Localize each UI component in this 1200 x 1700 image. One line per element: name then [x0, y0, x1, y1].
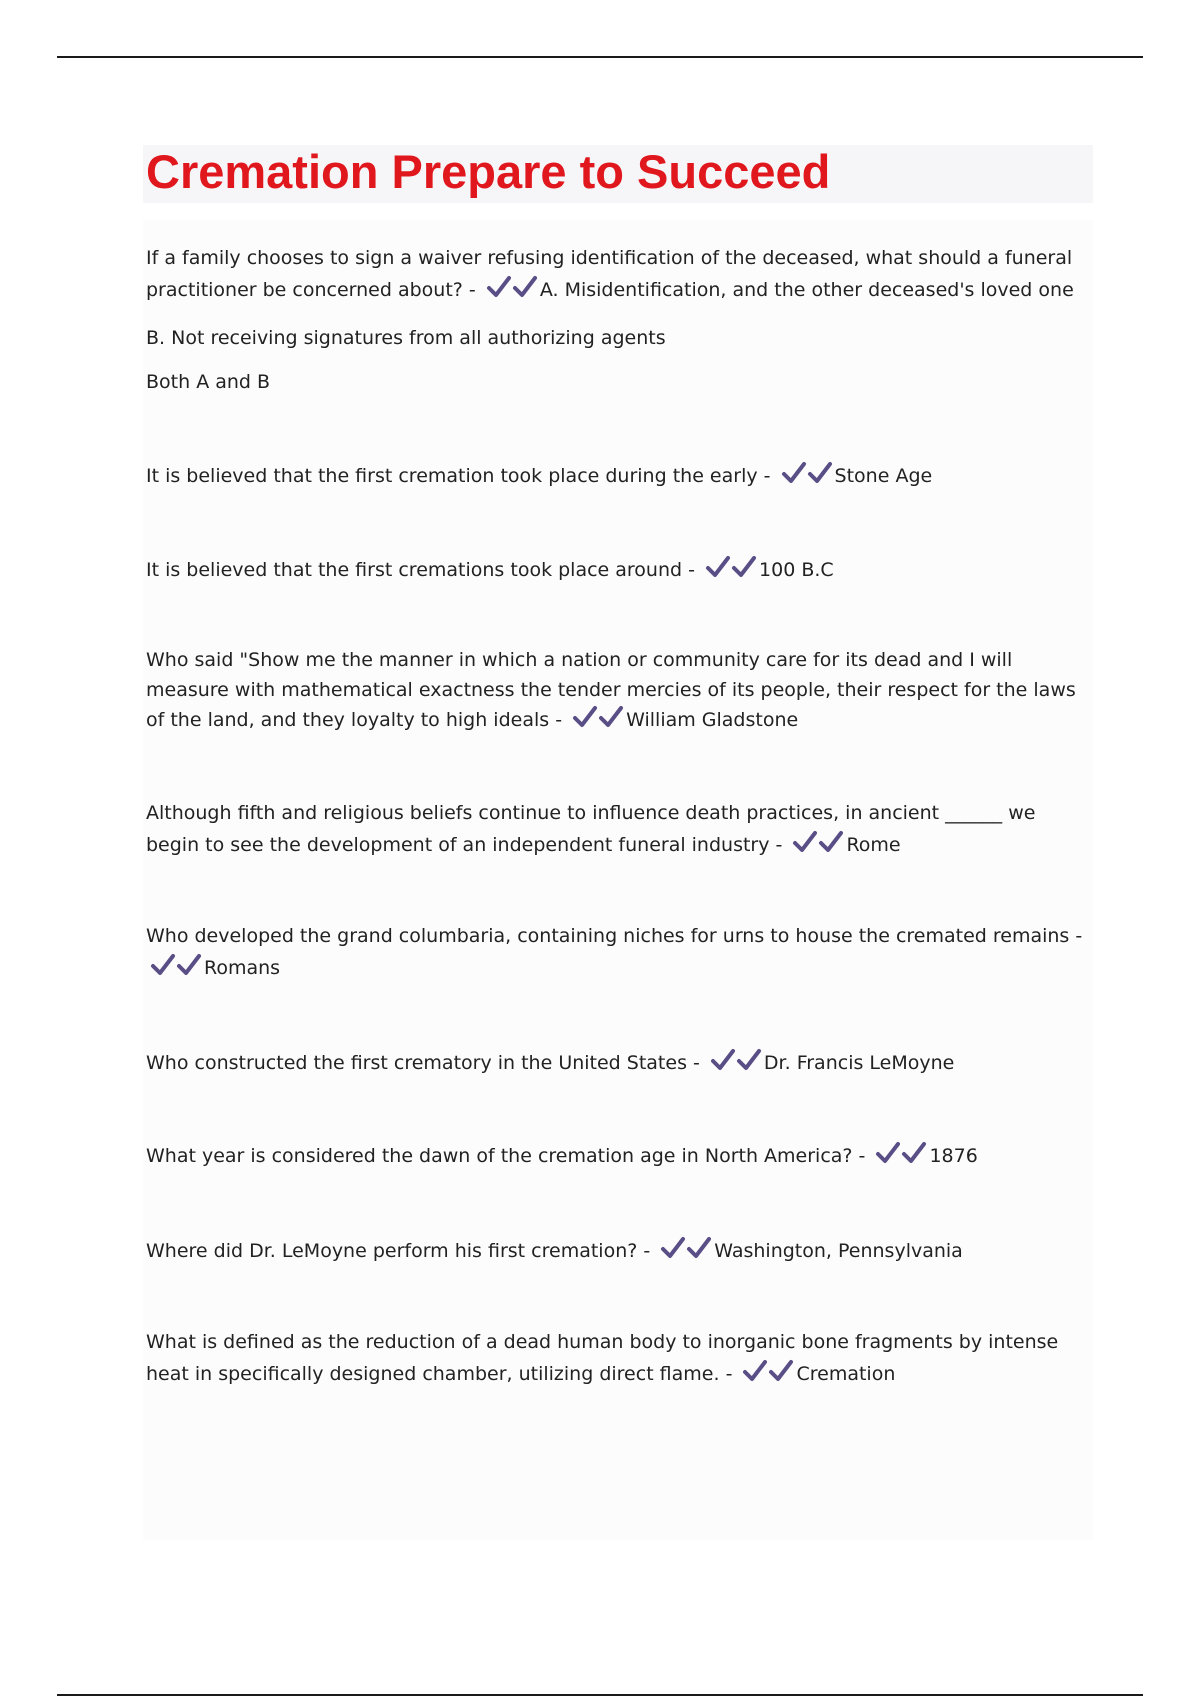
check-icon [572, 705, 598, 729]
answer-text: Romans [204, 957, 281, 979]
check-icon [710, 1048, 736, 1072]
check-icon [768, 1359, 794, 1383]
question-text: Where did Dr. LeMoyne perform his first cremation? - [146, 1240, 651, 1262]
check-icon [486, 275, 512, 299]
qa-item [146, 645, 1086, 738]
check-icon [781, 461, 807, 485]
qa-item [146, 1047, 1086, 1082]
qa-item [146, 797, 1086, 864]
answer-text: Stone Age [834, 465, 933, 487]
answer-text: 100 B.C [759, 559, 834, 581]
question-text: Although fifth and religious beliefs continue to influence death practices, in ancient ______ we begin to see the development of an independent funeral industry - [146, 802, 1036, 856]
question-text: What year is considered the dawn of the cremation age in North America? - [146, 1145, 866, 1167]
answer-marker [150, 953, 202, 987]
answer-text: Washington, Pennsylvania [714, 1240, 963, 1262]
check-icon [150, 953, 176, 977]
check-icon [705, 555, 731, 579]
answer-marker [486, 275, 538, 309]
answer-text: Dr. Francis LeMoyne [763, 1052, 955, 1074]
answer-option-both: Both A and B [146, 371, 271, 393]
question-text: Who developed the grand columbaria, containing niches for urns to house the cremated remains - [146, 925, 1083, 947]
question-text: It is believed that the first cremation took place during the early - [146, 465, 771, 487]
qa-item [146, 554, 1086, 589]
answer-marker [660, 1236, 712, 1270]
answer-marker [792, 830, 844, 864]
question-text: It is believed that the first cremations took place around - [146, 559, 695, 581]
answer-option-b: B. Not receiving signatures from all authorizing agents [146, 327, 666, 349]
qa-item [146, 1140, 1086, 1175]
answer-marker [705, 555, 757, 589]
check-icon [512, 275, 538, 299]
answer-marker [710, 1048, 762, 1082]
answer-text: A. Misidentification, and the other deceased's loved one [539, 279, 1074, 301]
answer-marker [875, 1141, 927, 1175]
question-text: If a family chooses to sign a waiver refusing identification of the deceased, what should a funeral practitioner be concerned about? - [146, 247, 1073, 301]
page-title: Cremation Prepare to Succeed [146, 145, 831, 198]
qa-item [146, 1326, 1086, 1393]
answer-marker [572, 705, 624, 738]
qa-item [146, 242, 1086, 309]
check-icon [875, 1141, 901, 1165]
answer-marker [742, 1359, 794, 1393]
answer-text: William Gladstone [626, 709, 799, 731]
answer-text: Rome [846, 834, 901, 856]
check-icon [598, 705, 624, 729]
check-icon [807, 461, 833, 485]
qa-item [146, 1235, 1086, 1270]
answer-marker [781, 461, 833, 495]
top-rule [57, 56, 1143, 58]
check-icon [660, 1236, 686, 1260]
check-icon [686, 1236, 712, 1260]
check-icon [792, 830, 818, 854]
check-icon [742, 1359, 768, 1383]
question-text: Who constructed the first crematory in the United States - [146, 1052, 700, 1074]
check-icon [818, 830, 844, 854]
question-text: Who said "Show me the manner in which a nation or community care for its dead and I will measure with mathematical exactness the tender mercies of its people, their respect for the laws of the land, and they loyalty to high ideals - [146, 649, 1076, 731]
check-icon [731, 555, 757, 579]
bottom-rule [57, 1694, 1143, 1696]
check-icon [901, 1141, 927, 1165]
answer-text: 1876 [929, 1145, 978, 1167]
qa-item [146, 920, 1086, 987]
check-icon [176, 953, 202, 977]
check-icon [736, 1048, 762, 1072]
question-text: What is defined as the reduction of a dead human body to inorganic bone fragments by intense heat in specifically designed chamber, utilizing direct flame. - [146, 1331, 1059, 1385]
qa-item [146, 460, 1086, 495]
answer-text: Cremation [796, 1363, 896, 1385]
